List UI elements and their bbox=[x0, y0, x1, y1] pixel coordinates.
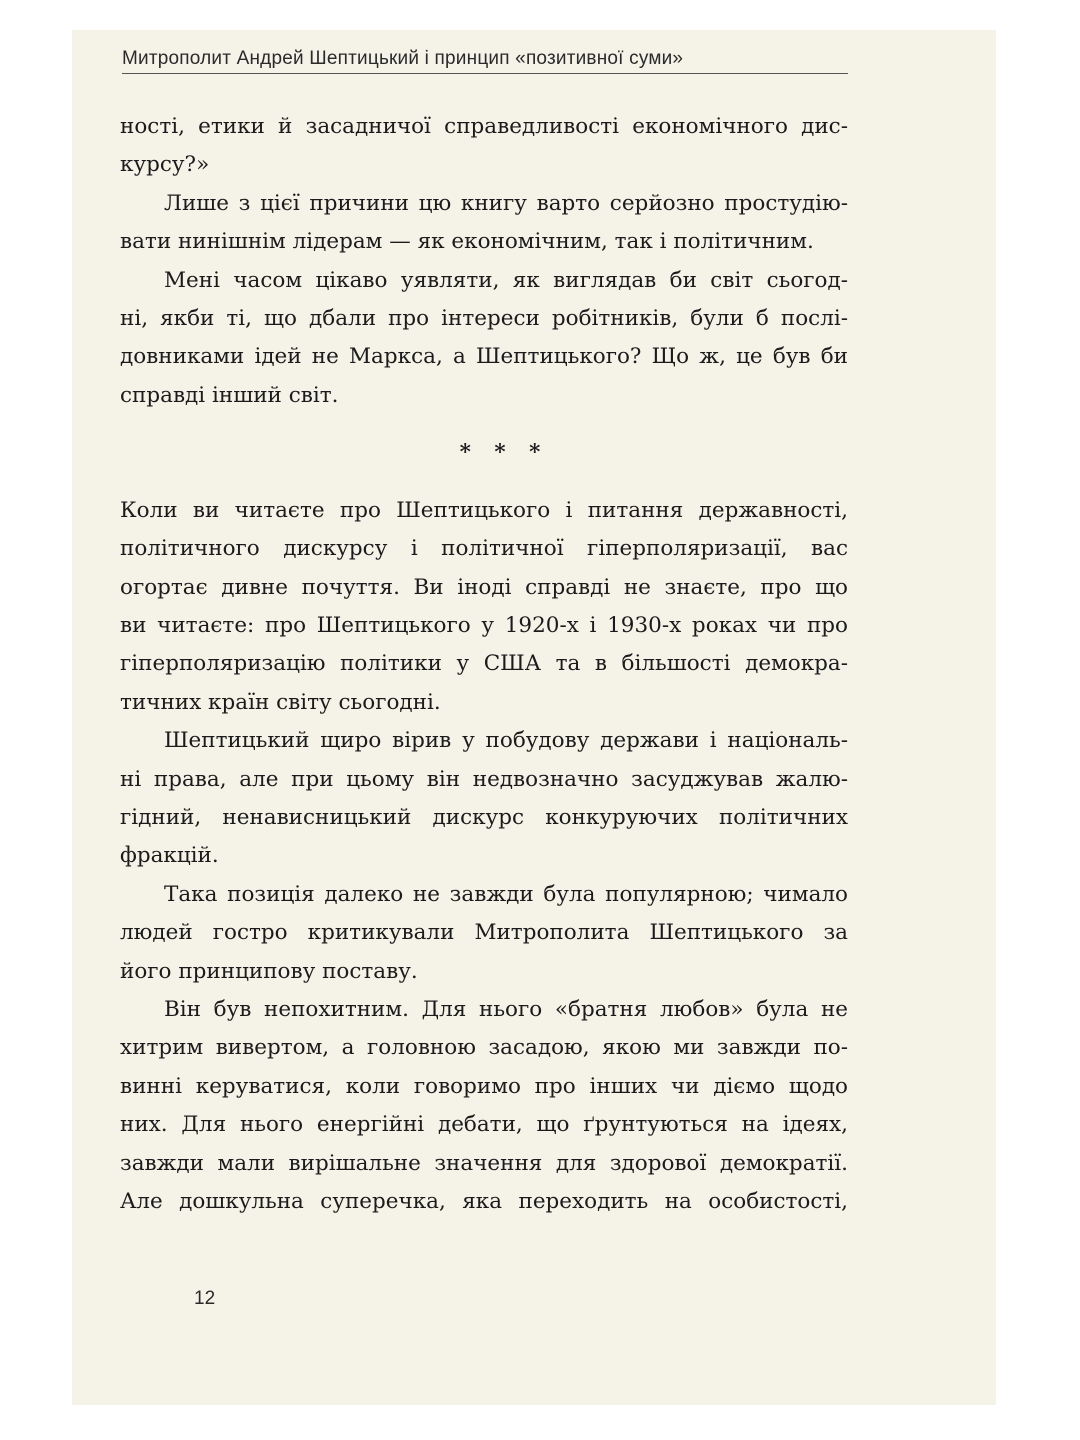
text-line: ні права, але при цьому він недвозначно засуджував жалю- bbox=[120, 766, 848, 792]
text-line: Мені часом цікаво уявляти, як виглядав би світ сьогод- bbox=[164, 267, 848, 293]
text-line: фракцій. bbox=[120, 843, 219, 869]
text-line: його принципову поставу. bbox=[120, 958, 418, 984]
body-text bbox=[120, 108, 848, 1221]
text-line: них. Для нього енергійні дебати, що ґрунтуються на ідеях, bbox=[120, 1112, 848, 1138]
text-line: ності, етики й засадничої справедливості економічного дис- bbox=[120, 114, 848, 139]
text-line: Він був непохитним. Для нього «братня любов» була не bbox=[164, 997, 848, 1022]
header-rule bbox=[122, 73, 848, 74]
text-line: курсу?» bbox=[120, 152, 210, 178]
running-head: Митрополит Андрей Шептицький і принцип «позитивної суми» bbox=[122, 48, 684, 69]
text-line: гіперполяризацію політики у США та в більшості демокра- bbox=[120, 651, 848, 677]
text-line: справді інший світ. bbox=[120, 382, 339, 408]
text-line: політичного дискурсу і політичної гіперполяризації, вас bbox=[120, 536, 848, 562]
text-line: ні, якби ті, що дбали про інтереси робітників, були б послі- bbox=[120, 305, 848, 331]
section-separator: * * * bbox=[459, 440, 549, 466]
text-line: вати нинішнім лідерам — як економічним, так і політичним. bbox=[120, 229, 814, 255]
text-line: винні керуватися, коли говоримо про інших чи діємо щодо bbox=[120, 1073, 848, 1099]
text-line: завжди мали вирішальне значення для здорової демократії. bbox=[120, 1150, 848, 1176]
text-line: огортає дивне почуття. Ви іноді справді не знаєте, про що bbox=[120, 574, 848, 600]
text-line: Коли ви читаєте про Шептицького і питання державності, bbox=[120, 497, 848, 523]
text-line: Лише з цієї причини цю книгу варто серйозно простудію- bbox=[164, 190, 848, 216]
text-line: хитрим вивертом, а головною засадою, якою ми завжди по- bbox=[120, 1035, 848, 1061]
text-line: тичних країн світу сьогодні. bbox=[120, 689, 441, 715]
page-number: 12 bbox=[194, 1288, 216, 1309]
text-line: Така позиція далеко не завжди була популярною; чимало bbox=[164, 881, 848, 907]
text-line: гідний, ненависницький дискурс конкуруючих політичних bbox=[120, 805, 848, 831]
text-line: Шептицький щиро вірив у побудову держави і національ- bbox=[164, 728, 848, 754]
text-line: ви читаєте: про Шептицького у 1920-х і 1930-х роках чи про bbox=[120, 613, 848, 639]
text-line: довниками ідей не Маркса, а Шептицького? Що ж, це був би bbox=[120, 344, 848, 370]
text-line: Але дошкульна суперечка, яка переходить на особистості, bbox=[120, 1188, 848, 1214]
text-line: людей гостро критикували Митрополита Шептицького за bbox=[120, 920, 848, 946]
